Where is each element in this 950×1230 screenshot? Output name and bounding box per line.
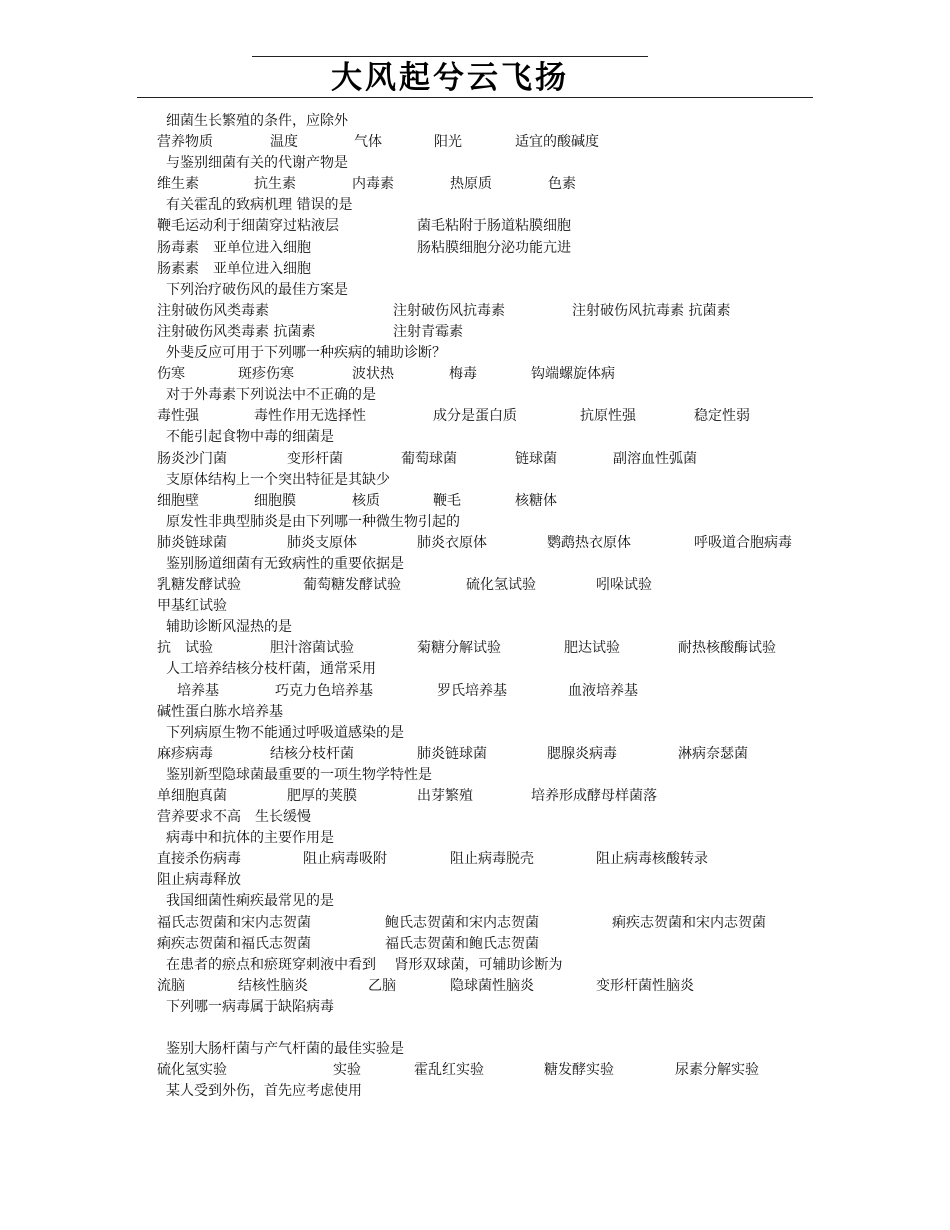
question-text: 在患者的瘀点和瘀斑穿刺液中看到 肾形双球菌，可辅助诊断为 — [166, 956, 563, 973]
option-text: 热原质 — [450, 176, 492, 193]
option-text: 注射破伤风类毒素 抗菌素 — [157, 323, 316, 340]
option-text: 鲍氏志贺菌和宋内志贺菌 — [385, 914, 539, 931]
options-row — [157, 1060, 817, 1081]
question-text: 原发性非典型肺炎是由下列哪一种微生物引起的 — [166, 513, 460, 530]
question-text: 外斐反应可用于下列哪一种疾病的辅助诊断？ — [166, 345, 446, 362]
question-text: 不能引起食物中毒的细菌是 — [166, 429, 334, 446]
option-text: 菊糖分解试验 — [417, 640, 501, 657]
options-row — [157, 364, 817, 385]
option-text: 维生素 — [157, 176, 199, 193]
option-text: 注射青霉素 — [393, 323, 463, 340]
question-text: 支原体结构上一个突出特征是其缺少 — [166, 471, 390, 488]
option-text: 斑疹伤寒 — [238, 366, 294, 383]
option-text: 成分是蛋白质 — [433, 408, 517, 425]
options-row — [157, 491, 817, 512]
option-text: 梅毒 — [449, 366, 477, 383]
option-text: 营养要求不高 生长缓慢 — [157, 809, 311, 826]
option-text: 出芽繁殖 — [417, 788, 473, 804]
question-text: 某人受到外伤，首先应考虑使用 — [166, 1083, 362, 1100]
question-text: 病毒中和抗体的主要作用是 — [166, 830, 334, 847]
options-row — [157, 132, 817, 153]
option-text: 毒性作用无选择性 — [254, 408, 366, 425]
option-text: 罗氏培养基 — [437, 682, 507, 699]
option-text: 麻疹病毒 — [157, 745, 213, 762]
option-text: 碱性蛋白胨水培养基 — [157, 703, 283, 720]
options-row — [157, 533, 817, 554]
option-text: 呼吸道合胞病毒 — [694, 534, 792, 551]
option-text: 培养基 — [177, 682, 219, 699]
option-text: 抗 试验 — [157, 640, 213, 657]
options-row — [157, 1018, 817, 1039]
options-row — [157, 681, 817, 702]
options-row — [157, 216, 817, 237]
options-row — [157, 238, 817, 259]
option-text: 钩端螺旋体病 — [531, 366, 615, 383]
question-text: 鉴别大肠杆菌与产气杆菌的最佳实验是 — [166, 1041, 404, 1058]
option-text: 阻止病毒核酸转录 — [596, 851, 708, 868]
option-text: 肥达试验 — [564, 640, 620, 657]
option-text: 肠毒素 亚单位进入细胞 — [157, 239, 311, 256]
options-row — [157, 744, 817, 765]
option-text: 鹦鹉热衣原体 — [547, 534, 631, 551]
option-text: 鞭毛 — [433, 492, 461, 509]
options-row — [157, 596, 817, 617]
options-row — [157, 849, 817, 870]
option-text: 注射破伤风抗毒素 抗菌素 — [572, 302, 731, 319]
option-text: 肺炎链球菌 — [417, 745, 487, 762]
option-text: 肺炎衣原体 — [417, 534, 487, 551]
option-text: 伤寒 — [157, 366, 185, 383]
option-text: 毒性强 — [157, 408, 199, 425]
option-text: 痢疾志贺菌和福氏志贺菌 — [157, 935, 311, 952]
option-text: 硫化氢试验 — [466, 577, 536, 594]
option-text: 注射破伤风抗毒素 — [393, 302, 505, 319]
question-text: 对于外毒素下列说法中不正确的是 — [166, 387, 376, 404]
option-text: 流脑 — [157, 977, 185, 994]
options-row — [157, 807, 817, 828]
option-text: 耐热核酸酶试验 — [678, 640, 776, 657]
option-text: 肥厚的荚膜 — [287, 788, 357, 804]
option-text: 菌毛粘附于肠道粘膜细胞 — [417, 218, 571, 235]
option-text: 乙脑 — [368, 977, 396, 994]
option-text: 肠粘膜细胞分泌功能亢进 — [417, 239, 571, 256]
option-text: 直接杀伤病毒 — [157, 851, 241, 868]
option-text: 结核性脑炎 — [238, 977, 308, 994]
question-text: 有关霍乱的致病机理 错误的是 — [166, 197, 353, 214]
option-text: 核质 — [352, 492, 380, 509]
option-text: 甲基红试验 — [157, 598, 227, 615]
question-text: 与鉴别细菌有关的代谢产物是 — [166, 155, 348, 172]
option-text: 腮腺炎病毒 — [547, 745, 617, 762]
options-row — [157, 406, 817, 427]
option-text: 葡萄球菌 — [401, 450, 457, 467]
options-row — [157, 322, 817, 343]
option-text: 淋病奈瑟菌 — [678, 745, 748, 762]
option-text: 阻止病毒吸附 — [303, 851, 387, 868]
option-text: 变形杆菌性脑炎 — [596, 977, 694, 994]
question-text: 辅助诊断风湿热的是 — [166, 619, 292, 636]
options-row — [157, 976, 817, 997]
option-text: 吲哚试验 — [596, 577, 652, 594]
option-text: 变形杆菌 — [287, 450, 343, 467]
question-text: 我国细菌性痢疾最常见的是 — [166, 893, 334, 910]
option-text: 核糖体 — [515, 492, 557, 509]
option-text: 阳光 — [434, 134, 462, 151]
option-text: 福氏志贺菌和宋内志贺菌 — [157, 914, 311, 931]
option-text: 乳糖发酵试验 — [157, 577, 241, 594]
option-text: 痢疾志贺菌和宋内志贺菌 — [612, 914, 766, 931]
option-text: 单细胞真菌 — [157, 788, 227, 804]
header-banner: 大风起兮云飞扬 — [331, 60, 569, 96]
option-text: 温度 — [270, 134, 298, 151]
option-text: 适宜的酸碱度 — [515, 134, 599, 151]
option-text: 色素 — [548, 176, 576, 193]
option-text: 抗生素 — [254, 176, 296, 193]
option-text: 巧克力色培养基 — [275, 682, 373, 699]
option-text: 肺炎链球菌 — [157, 534, 227, 551]
options-row — [157, 638, 817, 659]
options-row — [157, 786, 817, 807]
option-text: 波状热 — [352, 366, 394, 383]
options-row — [157, 913, 817, 934]
options-row — [157, 259, 817, 280]
question-list — [157, 111, 817, 1102]
options-row — [157, 449, 817, 470]
option-text: 结核分枝杆菌 — [270, 745, 354, 762]
options-row — [157, 575, 817, 596]
option-text: 胆汁溶菌试验 — [270, 640, 354, 657]
question-text: 鉴别新型隐球菌最重要的一项生物学特性是 — [166, 766, 432, 783]
question-text: 下列治疗破伤风的最佳方案是 — [166, 281, 348, 298]
option-text: 福氏志贺菌和鲍氏志贺菌 — [385, 935, 539, 952]
option-text: 营养物质 — [157, 134, 213, 151]
question-text: 鉴别肠道细菌有无致病性的重要依据是 — [166, 555, 404, 572]
options-row — [157, 870, 817, 891]
option-text: 尿素分解实验 — [675, 1062, 759, 1079]
option-text: 内毒素 — [352, 176, 394, 193]
option-text: 糖发酵实验 — [544, 1062, 614, 1079]
header-bottom-rule — [137, 97, 813, 98]
option-text: 细胞膜 — [254, 492, 296, 509]
option-text: 细胞壁 — [157, 492, 199, 509]
question-text: 下列哪一病毒属于缺陷病毒 — [166, 998, 334, 1015]
question-text: 细菌生长繁殖的条件，应除外 — [166, 113, 348, 129]
options-row — [157, 174, 817, 195]
option-text: 抗原性强 — [580, 408, 636, 425]
option-text: 链球菌 — [515, 450, 557, 467]
option-text: 隐球菌性脑炎 — [450, 977, 534, 994]
option-text: 肺炎支原体 — [287, 534, 357, 551]
question-text: 人工培养结核分枝杆菌，通常采用 — [166, 661, 376, 678]
option-text: 鞭毛运动利于细菌穿过粘液层 — [157, 218, 339, 235]
option-text: 阻止病毒脱壳 — [450, 851, 534, 868]
option-text: 肠炎沙门菌 — [157, 450, 227, 467]
option-text: 实验 — [333, 1062, 361, 1079]
options-row — [157, 934, 817, 955]
option-text: 肠素素 亚单位进入细胞 — [157, 260, 311, 277]
option-text: 副溶血性弧菌 — [613, 450, 697, 467]
option-text: 阻止病毒释放 — [157, 872, 241, 889]
option-text: 硫化氢实验 — [157, 1062, 227, 1079]
option-text: 稳定性弱 — [694, 408, 750, 425]
option-text: 气体 — [354, 134, 382, 151]
option-text: 葡萄糖发酵试验 — [303, 577, 401, 594]
option-text: 注射破伤风类毒素 — [157, 302, 269, 319]
option-text: 血液培养基 — [568, 682, 638, 699]
question-text: 下列病原生物不能通过呼吸道感染的是 — [166, 724, 404, 741]
option-text: 霍乱红实验 — [414, 1062, 484, 1079]
options-row — [157, 301, 817, 322]
options-row — [157, 702, 817, 723]
option-text: 培养形成酵母样菌落 — [531, 788, 657, 804]
